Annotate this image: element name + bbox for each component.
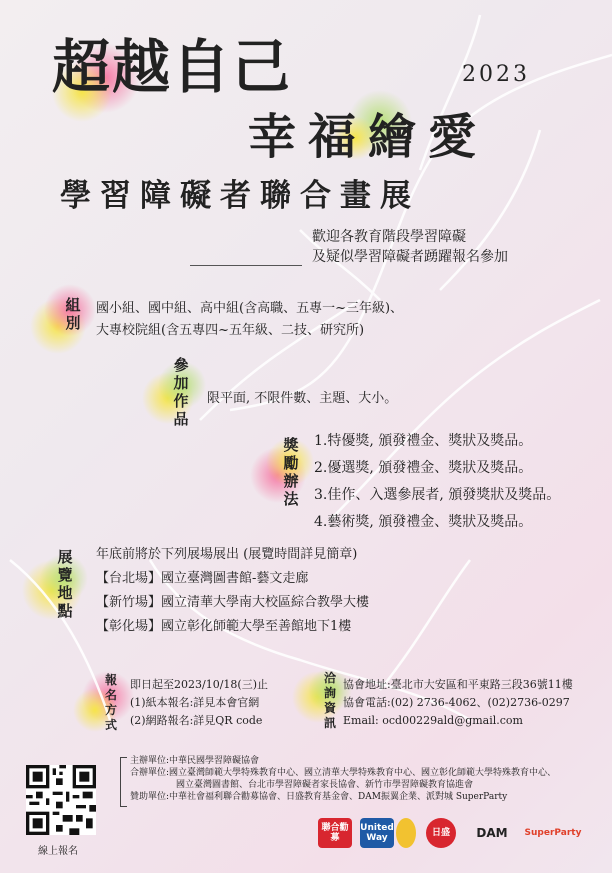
co-host-line-2: 國立臺灣圖書館、台北市學習障礙者家長協會、新竹市學習障礙教育協進會 xyxy=(176,780,474,790)
awards-label: 獎勵辦法 xyxy=(283,436,299,508)
welcome-text xyxy=(312,227,508,267)
works-text: 限平面, 不限件數、主題、大小。 xyxy=(207,391,398,406)
year-label: 2023 xyxy=(462,62,530,87)
venues-list xyxy=(96,543,369,639)
qr-code-graphic xyxy=(26,765,96,835)
venues-intro: 年底前將於下列展場展出 (展覽時間詳見簡章) xyxy=(96,547,358,562)
logo-jihsun: 日盛 xyxy=(426,818,456,848)
award-item: 1.特優獎, 頒發禮金、獎狀及獎品。 xyxy=(314,433,533,449)
host-line: 主辦單位:中華民國學習障礙協會 xyxy=(130,756,260,766)
contact-email[interactable]: Email: ocd00229ald@gmail.com xyxy=(343,714,523,727)
welcome-underline xyxy=(190,265,302,266)
award-item: 2.優選獎, 頒發禮金、獎狀及獎品。 xyxy=(314,460,533,476)
logo-united-fundraising: 聯合勸募 xyxy=(318,818,352,848)
organizers-block xyxy=(130,755,556,803)
sponsor-line: 贊助單位:中華社會福利聯合勸募協會、日盛教育基金會、DAM振翼企業、派對城 SuperParty xyxy=(130,792,508,802)
co-host-line-1: 合辦單位:國立臺灣師範大學特殊教育中心、國立清華大學特殊教育中心、國立彰化師範大學特殊教育中心、 xyxy=(130,768,557,778)
logo-superparty: SuperParty xyxy=(524,828,582,838)
register-list xyxy=(130,676,268,730)
award-item: 3.佳作、入選參展者, 頒發獎狀及獎品。 xyxy=(314,487,561,503)
logo-united-way: United Way xyxy=(360,818,394,848)
venue-item: 【台北場】國立臺灣圖書館-藝文走廊 xyxy=(96,571,309,586)
welcome-line-1: 歡迎各教育階段學習障礙 xyxy=(312,229,466,245)
register-item: 即日起至2023/10/18(三)止 xyxy=(130,678,268,691)
venue-item: 【新竹場】國立清華大學南大校區綜合教學大樓 xyxy=(96,595,370,610)
group-label: 組別 xyxy=(65,296,81,332)
subtitle: 幸福繪愛 xyxy=(248,109,489,165)
group-line-2: 大專校院組(含五專四~五年級、二技、研究所) xyxy=(96,323,365,338)
organizers-bracket xyxy=(120,757,127,807)
logo-dam: DAM xyxy=(476,826,508,840)
group-text xyxy=(96,298,403,342)
award-item: 4.藝術獎, 頒發禮金、獎狀及獎品。 xyxy=(314,514,533,530)
contact-phone: 協會電話:(02) 2736-4062、(02)2736-0297 xyxy=(343,696,570,709)
qr-label: 線上報名 xyxy=(38,846,78,857)
main-title: 超越自己 xyxy=(52,33,293,101)
exhibition-title: 學習障礙者聯合畫展 xyxy=(60,178,420,214)
works-label: 參加作品 xyxy=(173,356,189,428)
logo-united-way-hand xyxy=(396,818,416,848)
register-item: (1)紙本報名:詳見本會官網 xyxy=(130,696,260,709)
venues-label: 展覽地點 xyxy=(57,548,73,620)
qr-code[interactable] xyxy=(26,765,96,835)
venue-item: 【彰化場】國立彰化師範大學至善館地下1樓 xyxy=(96,619,352,634)
welcome-line-2: 及疑似學習障礙者踴躍報名參加 xyxy=(312,249,508,265)
contact-address: 協會地址:臺北市大安區和平東路三段36號11樓 xyxy=(343,678,573,691)
register-item: (2)網路報名:詳見QR code xyxy=(130,714,263,727)
group-line-1: 國小組、國中組、高中組(含高職、五專一~三年級)、 xyxy=(96,301,404,316)
contact-list xyxy=(343,676,573,730)
register-label: 報名方式 xyxy=(104,673,117,732)
awards-list xyxy=(314,428,560,536)
contact-label: 洽詢資訊 xyxy=(323,671,336,730)
